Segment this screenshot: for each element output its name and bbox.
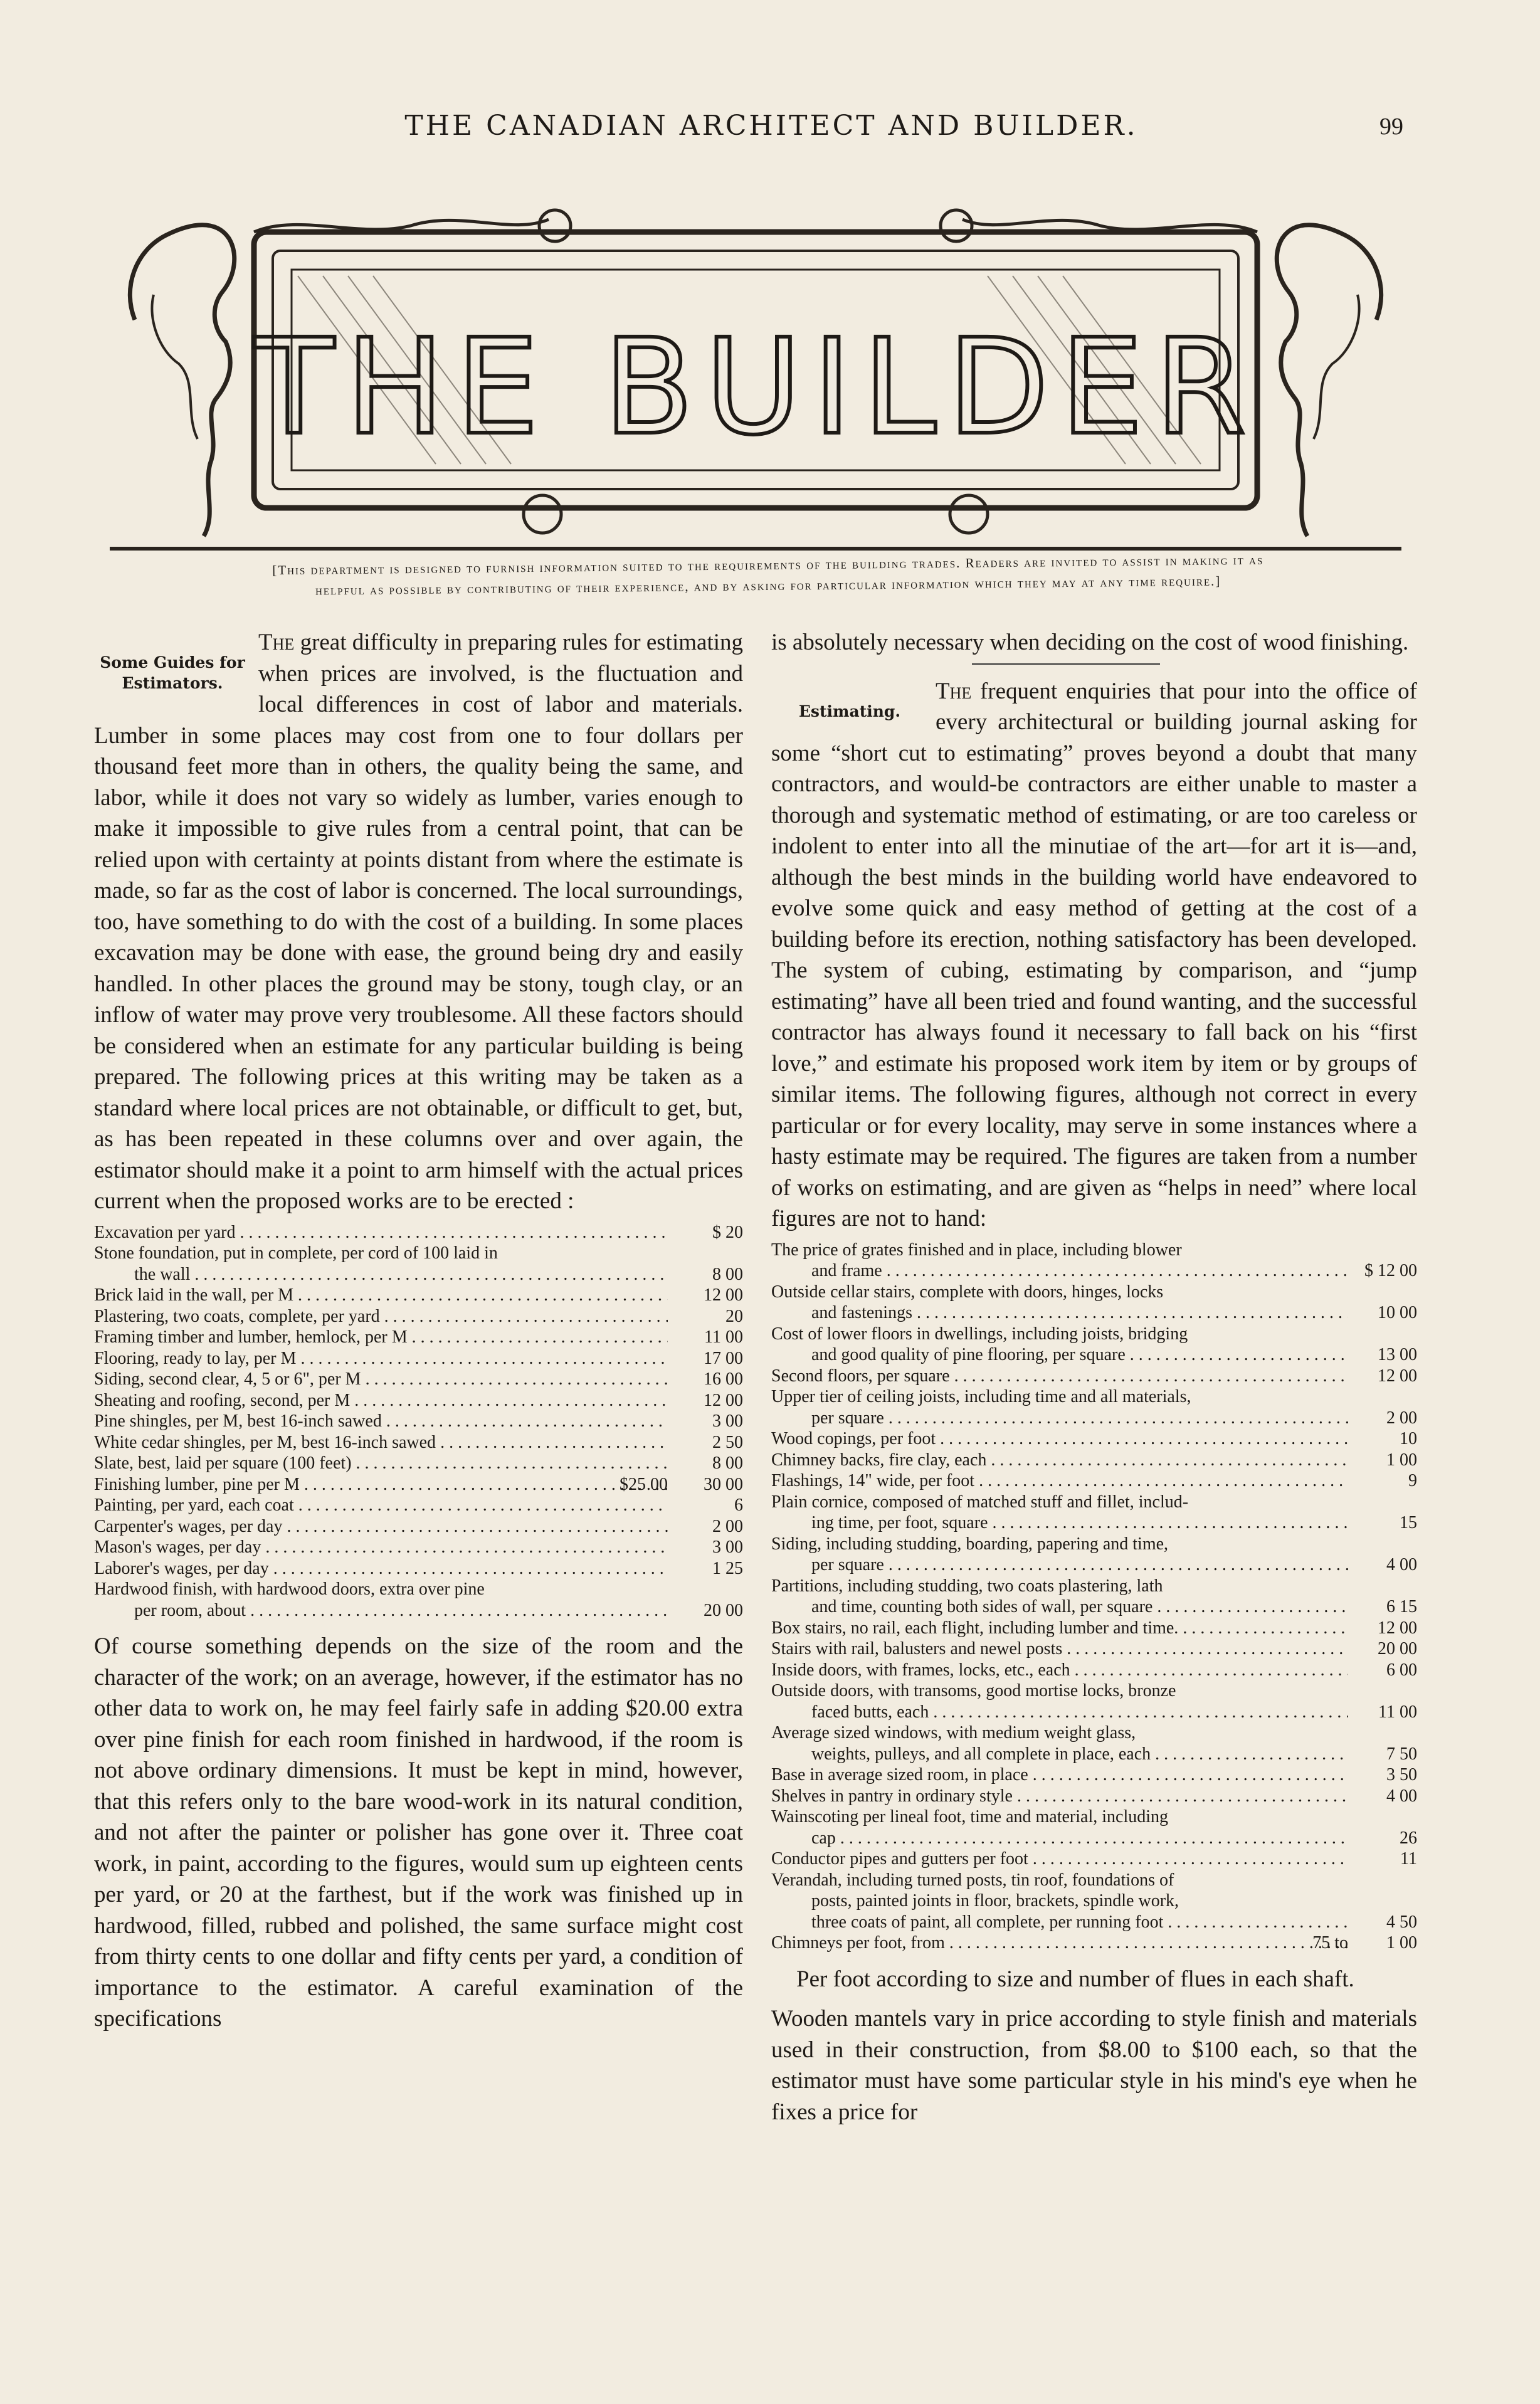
price-item-description xyxy=(94,1537,668,1558)
price-list-row xyxy=(94,1369,743,1390)
left-column xyxy=(94,627,743,2035)
price-item-description xyxy=(771,1680,1348,1722)
price-value: 15 xyxy=(1400,1513,1417,1532)
price-item-line: White cedar shingles, per M, best 16-inch sawed . . . xyxy=(94,1432,668,1453)
price-item-line: Second floors, per square . . . xyxy=(771,1366,1348,1387)
price-item-description xyxy=(771,1366,1348,1387)
price-item-line: Plain cornice, composed of matched stuff and fillet, includ- xyxy=(771,1492,1189,1512)
price-value: $ 20 xyxy=(712,1222,743,1242)
price-item-line: Framing timber and lumber, hemlock, per M . . . xyxy=(94,1327,668,1348)
price-item-description xyxy=(771,1324,1348,1366)
price-list-row xyxy=(771,1366,1417,1387)
price-list-row xyxy=(94,1285,743,1306)
price-item-line: Box stairs, no rail, each flight, including lumber and time. . . . xyxy=(771,1618,1348,1639)
price-value: 20 00 xyxy=(704,1600,743,1620)
price-item-description xyxy=(771,1492,1348,1534)
price-item-description xyxy=(771,1660,1348,1681)
price-item-line: and good quality of pine flooring, per square . . . xyxy=(771,1344,1348,1366)
price-list-row xyxy=(94,1306,743,1327)
price-item-line: posts, painted joints in floor, brackets, spindle work, xyxy=(811,1891,1179,1911)
price-item-line: The price of grates finished and in place, including blower xyxy=(771,1240,1182,1260)
price-list-row xyxy=(94,1495,743,1516)
price-list-row xyxy=(771,1870,1417,1933)
price-list-estimating xyxy=(771,1240,1417,1954)
price-list-row xyxy=(94,1411,743,1432)
price-item-description xyxy=(94,1243,668,1285)
price-value: 1 00 xyxy=(1386,1450,1417,1470)
price-item-description xyxy=(771,1428,1348,1450)
price-value: 3 00 xyxy=(712,1411,743,1431)
price-value: 12 00 xyxy=(1378,1366,1417,1386)
price-item-description xyxy=(94,1222,668,1243)
price-list-row xyxy=(94,1453,743,1474)
price-item-line: Outside doors, with transoms, good mortise locks, bronze xyxy=(771,1681,1176,1700)
price-item-description xyxy=(94,1495,668,1516)
price-item-line: Stairs with rail, balusters and newel posts . . . xyxy=(771,1638,1348,1660)
price-item-line: Carpenter's wages, per day . . . xyxy=(94,1516,668,1537)
price-list-row xyxy=(94,1348,743,1369)
price-item-description xyxy=(94,1474,668,1495)
price-item-description xyxy=(771,1576,1348,1618)
price-item-description xyxy=(771,1722,1348,1764)
price-item-line: Wainscoting per lineal foot, time and material, including xyxy=(771,1807,1169,1827)
price-item-line: Excavation per yard . . . xyxy=(94,1222,668,1243)
price-list-row xyxy=(771,1282,1417,1324)
price-value: 3 00 xyxy=(712,1537,743,1557)
price-value: 6 xyxy=(734,1495,743,1515)
price-item-line: Sheating and roofing, second, per M . . . xyxy=(94,1390,668,1411)
price-value: 17 00 xyxy=(704,1348,743,1368)
price-item-line: Laborer's wages, per day . . . xyxy=(94,1558,668,1579)
price-value: 16 00 xyxy=(704,1369,743,1389)
paragraph: Wooden mantels vary in price according to style finish and materials used in their construction, from $8.00 to $100 each, so that the estimator must have some particular style in his mind's eye when he fixes a price for xyxy=(771,2006,1417,2125)
price-value: 4 00 xyxy=(1386,1555,1417,1574)
price-item-line: Slate, best, laid per square (100 feet) . . . xyxy=(94,1453,668,1474)
paragraph: frequent enquiries that pour into the office of every architectural or building journal asking for some “short cut to estimating” proves beyond a doubt that many contractors, and would-be contractors are either unable to master a thorough and systematic method of estimating, or are too careless or indolent to enter into all the minutiae of the art—for art it is—and, although the best minds in the building world have endeavored to evolve some quick and easy method of getting at the cost of a building before its erection, nothing satisfactory has been developed. The system of cubing, estimating by comparison, and “jump estimating” have all been tried and found wanting, and the successful contractor has always found it necessary to fall back on his “first love,” and estimate his proposed work item by item or by groups of similar items. The following figures, although not correct in every particular or for every locality, may serve in some instances where a hasty estimate may be required. The figures are taken from a number of works on estimating, and are given as “helps in need” where local figures are not to hand: xyxy=(771,678,1417,1231)
price-item-description xyxy=(771,1638,1348,1660)
price-item-description xyxy=(94,1579,668,1621)
price-item-description xyxy=(771,1534,1348,1576)
price-list-row xyxy=(771,1386,1417,1428)
price-value: 2 00 xyxy=(712,1516,743,1536)
price-item-line: Base in average sized room, in place . . . xyxy=(771,1764,1348,1786)
price-item-line: per square . . . xyxy=(771,1408,1348,1429)
price-item-line: per square . . . xyxy=(771,1554,1348,1576)
price-item-line: Flashings, 14" wide, per foot . . . xyxy=(771,1470,1348,1492)
price-value: 11 00 xyxy=(1378,1702,1417,1722)
price-list-row xyxy=(771,1428,1417,1450)
price-value: 2 50 xyxy=(712,1432,743,1452)
price-list-row xyxy=(94,1579,743,1621)
price-item-description xyxy=(94,1453,668,1474)
price-item-description xyxy=(771,1240,1348,1282)
running-head: THE CANADIAN ARCHITECT AND BUILDER. xyxy=(404,110,1138,142)
price-item-inline-value: 75 to xyxy=(1309,1932,1348,1954)
price-list-row xyxy=(94,1432,743,1453)
price-list-row xyxy=(771,1660,1417,1681)
side-head-estimating: Estimating. xyxy=(798,702,901,720)
price-value: 26 xyxy=(1400,1828,1417,1848)
price-list-row xyxy=(771,1324,1417,1366)
paragraph: Of course something depends on the size of the room and the character of the work; on an average, however, if the estimator has no other data to work on, he may feel fairly safe in adding $20.00 extra over pine finish for each room finished in hardwood, if the room is not above ordinary dimensions. It must be kept in mind, however, that this refers only to the bare wood-work in its natural condition, and not after the painter or polisher has gone over it. Three coat work, in paint, according to the figures, would sum up eighteen cents per yard, or 20 at the farthest, but if the work was finished up in hardwood, filled, rubbed and polished, the same surface might cost from thirty cents to one dollar and fifty cents per yard, a condition of importance to the estimator. A careful examination of the specifications xyxy=(94,1633,743,2032)
price-list-row xyxy=(771,1450,1417,1471)
price-list-row xyxy=(94,1327,743,1348)
banner-note: [This department is designed to furnish information suited to the requirements of the building trades. Readers are invited to assist in making it as helpful as possible by contributing of their experience, and by asking for particular information which they may at any time require.] xyxy=(272,552,1264,598)
price-item-line: cap . . . xyxy=(771,1828,1348,1849)
price-item-line: Pine shingles, per M, best 16-inch sawed . . . xyxy=(94,1411,668,1432)
price-item-line: Plastering, two coats, complete, per yard . . . xyxy=(94,1306,668,1327)
price-item-description xyxy=(771,1282,1348,1324)
price-item-line: Siding, second clear, 4, 5 or 6", per M . . . xyxy=(94,1369,668,1390)
price-list-row xyxy=(771,1638,1417,1660)
price-item-description xyxy=(94,1411,668,1432)
builder-banner-illustration xyxy=(110,176,1401,558)
page-number: 99 xyxy=(1379,113,1403,140)
section-divider xyxy=(972,663,1160,665)
price-item-line: Conductor pipes and gutters per foot . . . xyxy=(771,1848,1348,1870)
price-value: 20 xyxy=(725,1306,743,1326)
price-value: 30 00 xyxy=(704,1474,743,1494)
price-list-row xyxy=(771,1932,1417,1954)
price-item-line: and fastenings . . . xyxy=(771,1302,1348,1324)
price-list-row xyxy=(94,1558,743,1579)
price-item-description xyxy=(94,1369,668,1390)
price-value: 4 00 xyxy=(1386,1786,1417,1806)
price-item-line: Outside cellar stairs, complete with doors, hinges, locks xyxy=(771,1282,1164,1302)
price-item-line: Painting, per yard, each coat . . . xyxy=(94,1495,668,1516)
price-item-line: Siding, including studding, boarding, papering and time, xyxy=(771,1534,1169,1554)
price-value: 7 50 xyxy=(1386,1744,1417,1764)
price-value: 8 00 xyxy=(712,1264,743,1284)
price-item-line: Wood copings, per foot . . . xyxy=(771,1428,1348,1450)
price-item-description xyxy=(94,1432,668,1453)
price-item-description xyxy=(771,1618,1348,1639)
price-item-line: weights, pulleys, and all complete in place, each . . . xyxy=(771,1744,1348,1765)
price-list-row xyxy=(94,1474,743,1495)
price-value: 13 00 xyxy=(1378,1345,1417,1364)
price-value: 11 00 xyxy=(704,1327,743,1347)
price-item-line: the wall . . . xyxy=(94,1264,668,1285)
price-value: $ 12 00 xyxy=(1364,1261,1417,1280)
price-list-row xyxy=(771,1534,1417,1576)
price-list-row xyxy=(771,1722,1417,1764)
price-list-row xyxy=(771,1492,1417,1534)
price-value: 4 50 xyxy=(1386,1912,1417,1932)
price-item-description xyxy=(771,1470,1348,1492)
price-value: 3 50 xyxy=(1386,1765,1417,1785)
price-item-description xyxy=(771,1932,1348,1954)
price-item-line: Average sized windows, with medium weight glass, xyxy=(771,1723,1136,1742)
price-item-line: Upper tier of ceiling joists, including time and all materials, xyxy=(771,1387,1191,1406)
price-item-line: Hardwood finish, with hardwood doors, extra over pine xyxy=(94,1579,485,1599)
price-note: Per foot according to size and number of flues in each shaft. xyxy=(796,1966,1354,1992)
price-list-row xyxy=(94,1516,743,1537)
price-item-line: and time, counting both sides of wall, per square . . . xyxy=(771,1596,1348,1618)
price-list-row xyxy=(94,1537,743,1558)
side-head-guides: Some Guides for Estimators. xyxy=(100,653,245,692)
price-item-line: Stone foundation, put in complete, per cord of 100 laid in xyxy=(94,1243,498,1263)
right-column xyxy=(771,627,1417,2127)
price-value: 10 00 xyxy=(1378,1303,1417,1322)
price-item-description xyxy=(771,1786,1348,1807)
price-item-description xyxy=(94,1558,668,1579)
price-list-row xyxy=(771,1470,1417,1492)
price-value: 1 25 xyxy=(712,1558,743,1578)
price-list-row xyxy=(771,1618,1417,1639)
price-item-description xyxy=(771,1870,1348,1933)
price-item-line: Brick laid in the wall, per M . . . xyxy=(94,1285,668,1306)
price-list-row xyxy=(771,1576,1417,1618)
price-item-line: faced butts, each . . . xyxy=(771,1702,1348,1723)
price-list-row xyxy=(771,1764,1417,1786)
price-value: 2 00 xyxy=(1386,1408,1417,1428)
price-item-description xyxy=(94,1516,668,1537)
price-item-description xyxy=(94,1390,668,1411)
lead-word: The xyxy=(258,630,295,655)
paragraph: great difficulty in preparing rules for estimating when prices are involved, is the fluctuation and local differences in cost of labor and materials. Lumber in some places may cost from one to four dollars per thousand feet more than in others, the quality being the same, and labor, while it does not vary so widely as lumber, varies enough to make it impossible to give rules from a central point, that can be relied upon with certainty at points distant from where the estimate is made, so far as the cost of labor is concerned. The local surroundings, too, have something to do with the cost of a building. In some places excavation may be done with ease, the ground being dry and easily handled. In other places the ground may be stony, tough clay, or an inflow of water may prove very troublesome. All these factors should be considered when an estimate for any particular building is being prepared. The following prices at this writing may be taken as a standard where local prices are not obtainable, or difficult to get, but, as has been repeated in these columns over and over again, the estimator should make it a point to arm himself with the actual prices current when the proposed works are to be erected : xyxy=(94,630,744,1214)
price-value: 12 00 xyxy=(704,1390,743,1410)
price-value: 9 xyxy=(1408,1471,1417,1490)
price-value: 12 00 xyxy=(704,1285,743,1305)
price-value: 20 00 xyxy=(1378,1639,1417,1658)
price-item-line: and frame . . . xyxy=(771,1260,1348,1282)
price-item-description xyxy=(771,1764,1348,1786)
price-list-guides xyxy=(94,1222,743,1621)
price-value: 11 xyxy=(1400,1849,1417,1869)
price-item-line: Finishing lumber, pine per M $25 00 . . . xyxy=(94,1474,668,1495)
price-item-line: three coats of paint, all complete, per running foot . . . xyxy=(771,1912,1348,1933)
price-list-row xyxy=(771,1786,1417,1807)
left-lion-ornament xyxy=(130,225,234,536)
price-item-description xyxy=(94,1327,668,1348)
price-item-line: Partitions, including studding, two coats plastering, lath xyxy=(771,1576,1163,1596)
price-value: 12 00 xyxy=(1378,1618,1417,1638)
price-value: 6 15 xyxy=(1386,1597,1417,1616)
price-list-row xyxy=(94,1243,743,1285)
price-item-line: Verandah, including turned posts, tin roof, foundations of xyxy=(771,1870,1174,1890)
price-item-description xyxy=(771,1386,1348,1428)
lead-word: The xyxy=(936,678,972,704)
price-item-description xyxy=(771,1806,1348,1848)
paragraph: is absolutely necessary when deciding on the cost of wood finishing. xyxy=(771,630,1409,655)
price-item-line: Cost of lower floors in dwellings, including joists, bridging xyxy=(771,1324,1188,1344)
price-value: 10 xyxy=(1400,1429,1417,1448)
price-value: 1 00 xyxy=(1386,1933,1417,1953)
price-item-line: ing time, per foot, square . . . xyxy=(771,1512,1348,1534)
price-item-inline-value: $25 00 xyxy=(616,1474,668,1495)
price-item-description xyxy=(771,1848,1348,1870)
price-item-line: Chimneys per foot, from 75 to . . . xyxy=(771,1932,1348,1954)
article-guides-intro xyxy=(94,627,743,1217)
price-item-line: Shelves in pantry in ordinary style . . . xyxy=(771,1786,1348,1807)
price-item-line: Flooring, ready to lay, per M . . . xyxy=(94,1348,668,1369)
price-item-line: Chimney backs, fire clay, each . . . xyxy=(771,1450,1348,1471)
price-value: 8 00 xyxy=(712,1453,743,1473)
price-list-row xyxy=(771,1240,1417,1282)
price-list-row xyxy=(771,1806,1417,1848)
price-item-line: per room, about . . . xyxy=(94,1600,668,1621)
price-item-line: Inside doors, with frames, locks, etc., each . . . xyxy=(771,1660,1348,1681)
price-item-description xyxy=(94,1348,668,1369)
price-list-row xyxy=(771,1848,1417,1870)
price-value: 6 00 xyxy=(1386,1660,1417,1680)
price-list-row xyxy=(771,1680,1417,1722)
price-item-line: Mason's wages, per day . . . xyxy=(94,1537,668,1558)
price-list-row xyxy=(94,1390,743,1411)
price-item-description xyxy=(94,1306,668,1327)
price-item-description xyxy=(94,1285,668,1306)
price-list-row xyxy=(94,1222,743,1243)
price-item-description xyxy=(771,1450,1348,1471)
banner-title: THE BUILDER xyxy=(253,310,1258,464)
right-lion-ornament xyxy=(1277,225,1381,536)
article-estimating-intro xyxy=(771,676,1417,1235)
